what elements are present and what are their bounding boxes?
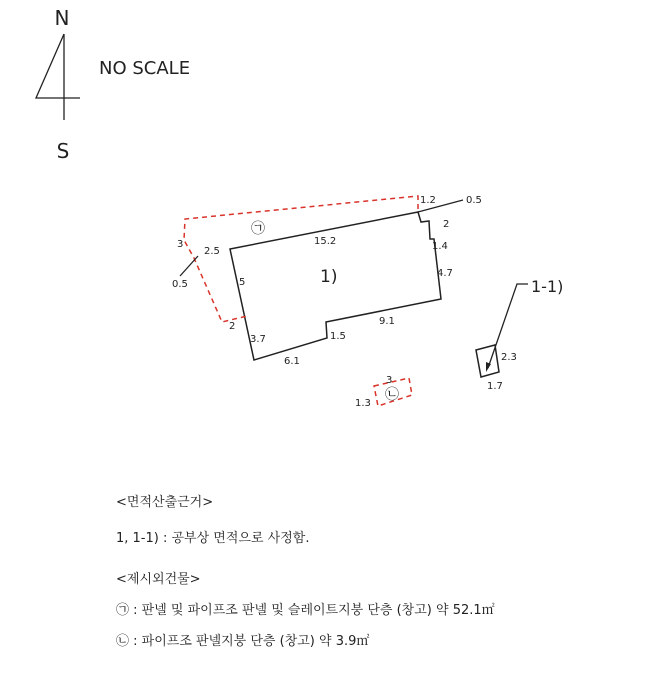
dim-annex-b-top: 3 (386, 375, 393, 386)
no-scale-label: NO SCALE (99, 58, 191, 79)
dim-ne-ext: 0.5 (466, 195, 482, 206)
compass-south-label: S (56, 139, 70, 163)
dim-b11-height: 2.3 (501, 352, 517, 363)
annex-a-note: ㉠ : 판넬 및 파이프조 판넬 및 슬레이트지붕 단층 (창고) 약 52.1㎡ (116, 603, 495, 618)
annex-a-symbol: ㉠ (251, 221, 265, 237)
dim-bottom-right: 9.1 (379, 316, 395, 327)
dim-step-v: 2 (443, 219, 450, 230)
building-1-1-arrowhead (486, 362, 491, 372)
compass-north-label: N (54, 6, 70, 30)
dim-right: 4.7 (437, 268, 453, 279)
basis-text: 1, 1-1) : 공부상 면적으로 사정함. (116, 531, 310, 546)
building-1-label: 1) (320, 267, 338, 287)
annex-a-leader (180, 256, 198, 276)
dim-bottom: 6.1 (284, 356, 300, 367)
annex-a-outline (184, 196, 418, 322)
dim-notch-v: 1.5 (330, 331, 346, 342)
building-1-1-outline (476, 345, 499, 377)
dim-west-3: 3 (177, 239, 184, 250)
annex-b-note: ㉡ : 파이프조 판넬지붕 단층 (창고) 약 3.9㎡ (116, 634, 370, 649)
basis-heading: <면적산출근거> (116, 495, 214, 510)
dim-top: 15.2 (314, 236, 337, 247)
dim-left-lower: 3.7 (250, 334, 266, 345)
annex-b-symbol: ㉡ (385, 387, 399, 403)
dim-ne-offset: 1.2 (420, 195, 436, 206)
annex-heading: <제시외건물> (116, 572, 201, 587)
dim-west-0-5: 0.5 (172, 279, 188, 290)
dim-step-h: 1.4 (432, 241, 448, 252)
building-1-1-label: 1-1) (531, 277, 564, 296)
dim-west-2: 2 (229, 321, 236, 332)
north-arrow-icon (36, 34, 80, 120)
dim-left: 5 (239, 277, 246, 288)
dim-west-2-5: 2.5 (204, 246, 220, 257)
dim-annex-b-left: 1.3 (355, 398, 371, 409)
dim-b11-width: 1.7 (487, 381, 503, 392)
